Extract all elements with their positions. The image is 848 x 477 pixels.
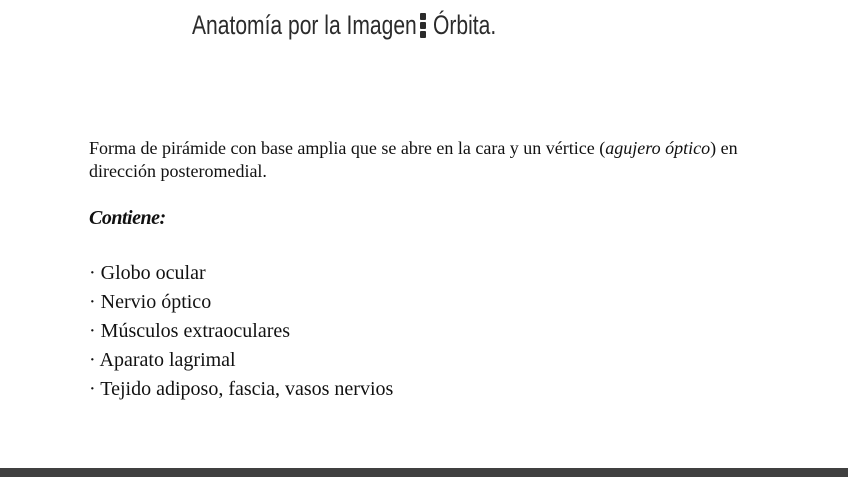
- intro-text-start: Forma de pirámide con base amplia que se abre en la cara y un vértice (: [89, 138, 606, 158]
- title-text-sub: Órbita.: [433, 10, 497, 40]
- list-item: · Nervio óptico: [89, 291, 212, 313]
- intro-text-end: ) en dirección posteromedial.: [89, 138, 738, 181]
- list-item: · Tejido adiposo, fascia, vasos nervios: [89, 378, 394, 400]
- intro-paragraph: [89, 137, 749, 183]
- intro-italic-term: agujero óptico: [605, 138, 711, 158]
- list-item: · Músculos extraoculares: [89, 320, 291, 342]
- contents-list: [89, 259, 393, 404]
- list-item: · Globo ocular: [89, 262, 206, 284]
- bottom-bar: [0, 468, 848, 477]
- title-text-main: Anatomía por la Imagen: [192, 10, 417, 40]
- list-item: · Aparato lagrimal: [89, 349, 236, 371]
- contains-heading: Contiene:: [89, 207, 166, 229]
- title-separator-icon: [420, 13, 426, 38]
